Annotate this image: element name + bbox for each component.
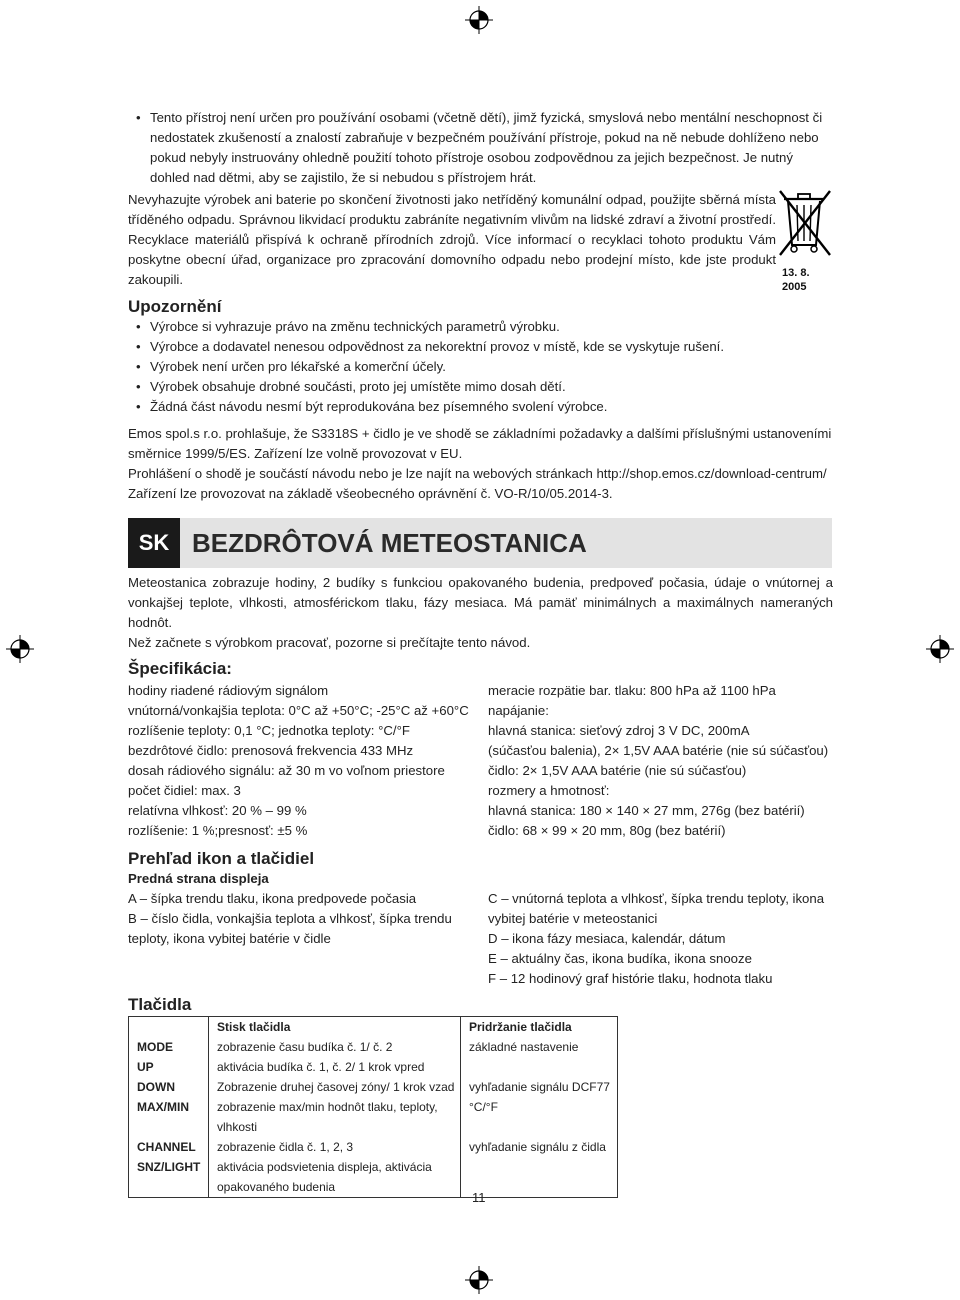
table-header-cell: Stisk tlačidla xyxy=(209,1017,461,1038)
spec-line: bezdrôtové čidlo: prenosová frekvencia 433 MHz xyxy=(128,743,414,758)
spec-line: relatívna vlhkosť: 20 % – 99 % xyxy=(128,803,307,818)
icon-legend-item: B – číslo čidla, vonkajšia teplota a vlhkosť, šípka trendu teploty, ikona vybitej batérie v čidle xyxy=(128,911,452,946)
spec-line: rozmery a hmotnosť: xyxy=(488,783,610,798)
press-action-cell: aktivácia budíka č. 1, č. 2/ 1 krok vpred xyxy=(209,1057,461,1077)
crosshair-icon xyxy=(6,635,34,663)
hold-action-cell: vyhľadanie signálu DCF77 xyxy=(461,1077,618,1097)
page-number: 11 xyxy=(472,1190,486,1205)
icon-legend-item: F – 12 hodinový graf histórie tlaku, hodnota tlaku xyxy=(488,971,773,986)
section-header-bar xyxy=(128,518,832,568)
spec-line: (súčasťou balenia), 2× 1,5V AAA batérie (nie sú súčasťou) xyxy=(488,743,829,758)
icon-legend-item: A – šípka trendu tlaku, ikona predpovede počasia xyxy=(128,891,417,906)
declaration-conformity: Emos spol.s r.o. prohlašuje, že S3318S + čidlo je ve shodě se základními požadavky a dalšími příslušnými ustanoveními směrnice 1999/5/ES. Zařízení lze volně provozovat v EU. xyxy=(128,426,832,461)
button-name-cell: SNZ/LIGHT xyxy=(137,1160,201,1174)
warning-list xyxy=(128,317,833,417)
spec-heading: Špecifikácia: xyxy=(128,659,232,678)
table-row xyxy=(129,1077,618,1097)
spec-right-column xyxy=(488,681,828,841)
press-action-cell: zobrazenie času budíka č. 1/ č. 2 xyxy=(209,1037,461,1057)
language-tag: SK xyxy=(128,518,180,568)
hold-action-cell xyxy=(461,1057,618,1077)
table-header-cell xyxy=(129,1017,209,1038)
section-title: BEZDRÔTOVÁ METEOSTANICA xyxy=(192,528,587,558)
intro-note: Než začnete s výrobkom pracovať, pozorne si prečítajte tento návod. xyxy=(128,635,531,650)
icon-legend-item: D – ikona fázy mesiaca, kalendár, dátum xyxy=(488,931,726,946)
declaration xyxy=(128,424,833,504)
table-header-row xyxy=(129,1017,618,1038)
warning-item: • Výrobce si vyhrazuje právo na změnu technických parametrů výrobku. xyxy=(128,317,833,337)
button-name-cell: MODE xyxy=(137,1040,173,1054)
warning-item: • Výrobek obsahuje drobné součásti, proto jej umístěte mimo dosah dětí. xyxy=(128,377,833,397)
table-row xyxy=(129,1137,618,1157)
button-name-cell: CHANNEL xyxy=(137,1140,196,1154)
intro-paragraph: Meteostanica zobrazuje hodiny, 2 budíky s funkciou opakovaného budenia, predpoveď počasia, údaje o vnútornej a vonkajšej teplote, vlhkosti, atmosférickom tlaku, fázy mesiaca. Má pamäť minimálnych a maximálnych nameraných hodnôt. xyxy=(128,575,833,630)
spec-line: hodiny riadené rádiovým signálom xyxy=(128,683,329,698)
press-action-cell: zobrazenie čidla č. 1, 2, 3 xyxy=(209,1137,461,1157)
warning-item: • Výrobce a dodavatel nenesou odpovědnost za nekorektní provoz v místě, kde se vyskytuje rušení. xyxy=(128,337,833,357)
icons-heading: Prehľad ikon a tlačidiel xyxy=(128,849,315,868)
button-name-cell: DOWN xyxy=(137,1080,175,1094)
press-action-cell: Zobrazenie druhej časovej zóny/ 1 krok vzad xyxy=(209,1077,461,1097)
spec-line: meracie rozpätie bar. tlaku: 800 hPa až 1100 hPa xyxy=(488,683,776,698)
icon-legend-item: E – aktuálny čas, ikona budíka, ikona snooze xyxy=(488,951,752,966)
display-front-subheading: Predná strana displeja xyxy=(128,871,269,886)
table-row xyxy=(129,1097,618,1137)
crosshair-icon xyxy=(465,6,493,34)
crosshair-icon xyxy=(926,635,954,663)
warning-item: • Výrobek není určen pro lékařské a komerční účely. xyxy=(128,357,833,377)
declaration-authorization: Zařízení lze provozovat na základě všeobecného oprávnění č. VO-R/10/05.2014-3. xyxy=(128,486,613,501)
safety-bullet: • Tento přístroj není určen pro používání osobami (včetně dětí), jimž fyzická, smyslová nebo mentální neschopnost či nedostatek zkušeností a znalostí zabraňuje v bezpečném používání přístroje, pokud na ně nebude dohlíženo nebo pokud nebyly instruovány ohledně použití tohoto přístroje osobou zodpovědnou za jejich bezpečnost. Je nutný dohled nad dětmi, aby se zajistilo, že si nebudou s přístrojem hrát. xyxy=(128,108,833,188)
hold-action-cell: základné nastavenie xyxy=(461,1037,618,1057)
table-row xyxy=(129,1157,618,1198)
crossed-bin-icon xyxy=(778,185,832,265)
safety-bullet-list xyxy=(128,108,833,188)
spec-line: hlavná stanica: sieťový zdroj 3 V DC, 200mA xyxy=(488,723,750,738)
warning-heading: Upozornění xyxy=(128,297,222,316)
icons-left-column xyxy=(128,889,478,949)
icon-legend-item: C – vnútorná teplota a vlhkosť, šípka trendu teploty, ikona vybitej batérie v meteostanici xyxy=(488,891,825,926)
spec-left-column xyxy=(128,681,469,841)
spec-line: hlavná stanica: 180 × 140 × 27 mm, 276g (bez batérií) xyxy=(488,803,805,818)
spec-line: čidlo: 68 × 99 × 20 mm, 80g (bez batérií) xyxy=(488,823,726,838)
buttons-table xyxy=(128,1016,618,1198)
weee-date: 13. 8. 2005 xyxy=(782,267,810,293)
table-row xyxy=(129,1057,618,1077)
table-row xyxy=(129,1037,618,1057)
disposal-paragraph: Nevyhazujte výrobek ani baterie po skončení životnosti jako netříděný komunální odpad, použijte sběrná místa tříděného odpadu. Správnou likvidací produktu zabráníte negativním vlivům na lidské zdraví a životní prostředí. Recyklace materiálů přispívá k ochraně přírodních zdrojů. Více informací o recyklaci tohoto produktu Vám poskytne obecní úřad, organizace pro zpracování domovního odpadu nebo prodejní místo, kde jste produkt zakoupili. xyxy=(128,192,777,287)
crosshair-icon xyxy=(465,1266,493,1294)
declaration-link: Prohlášení o shodě je součástí návodu nebo je lze najít na webových stránkach http://shop.emos.cz/download-centrum/ xyxy=(128,466,827,481)
warning-item: • Žádná část návodu nesmí být reprodukována bez písemného svolení výrobce. xyxy=(128,397,833,417)
buttons-heading: Tlačidla xyxy=(128,995,192,1014)
button-name-cell: MAX/MIN xyxy=(137,1100,189,1114)
spec-line: rozlíšenie teploty: 0,1 °C; jednotka teploty: °C/°F xyxy=(128,723,410,738)
hold-action-cell: vyhľadanie signálu z čidla xyxy=(461,1137,618,1157)
press-action-cell: zobrazenie max/min hodnôt tlaku, teploty, vlhkosti xyxy=(209,1097,461,1137)
spec-line: rozlíšenie: 1 %;presnosť: ±5 % xyxy=(128,823,308,838)
icons-right-column xyxy=(488,889,838,989)
table-header-cell: Pridržanie tlačidla xyxy=(461,1017,618,1038)
hold-action-cell: °C/°F xyxy=(461,1097,618,1137)
spec-line: vnútorná/vonkajšia teplota: 0°C až +50°C; -25°C až +60°C xyxy=(128,703,469,718)
button-name-cell: UP xyxy=(137,1060,154,1074)
press-action-cell: aktivácia podsvietenia displeja, aktivácia opakovaného budenia xyxy=(209,1157,461,1198)
spec-line: napájanie: xyxy=(488,703,549,718)
spec-line: čidlo: 2× 1,5V AAA batérie (nie sú súčasťou) xyxy=(488,763,747,778)
spec-line: dosah rádiového signálu: až 30 m vo voľnom priestore xyxy=(128,763,445,778)
spec-line: počet čidiel: max. 3 xyxy=(128,783,241,798)
